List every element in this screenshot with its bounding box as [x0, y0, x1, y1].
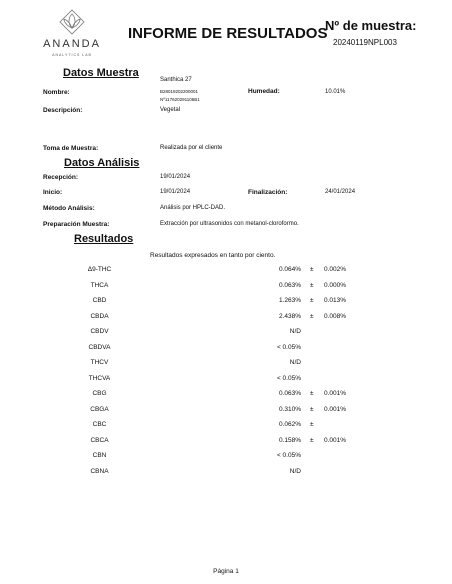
result-value: N/D: [289, 359, 301, 366]
finalizacion-value: 24/01/2024: [325, 189, 356, 195]
section-title-results: Resultados: [74, 233, 134, 245]
lotus-logo-icon: [57, 8, 87, 36]
humedad-value: 10.01%: [325, 89, 346, 95]
result-plus-minus: ±: [310, 406, 314, 413]
result-value: < 0.05%: [276, 375, 301, 382]
preparacion-label: Preparación Muestra:: [43, 221, 110, 228]
product-name: Santhica 27: [160, 77, 192, 83]
result-name: CBGA: [90, 406, 109, 413]
result-uncertainty: 0.001%: [324, 437, 347, 444]
result-plus-minus: ±: [310, 390, 314, 397]
recepcion-label: Recepción:: [43, 174, 79, 181]
inicio-value: 19/01/2024: [160, 189, 191, 195]
result-name: CBG: [92, 390, 107, 397]
result-uncertainty: 0.001%: [324, 406, 347, 413]
result-name: CBN: [92, 452, 107, 459]
result-value: 0.063%: [278, 282, 301, 289]
result-name: CBD: [92, 297, 107, 304]
logo-subtitle: ANALYTICS LAB: [52, 53, 92, 57]
preparacion-value: Extracción por ultrasonidos con metanol-cloroformo.: [160, 221, 299, 227]
report-title: INFORME DE RESULTADOS: [128, 25, 328, 42]
page-number: Página 1: [213, 568, 239, 575]
result-name: Δ9-THC: [87, 266, 112, 273]
result-name: CBNA: [90, 468, 109, 475]
nombre-label: Nombre:: [43, 89, 70, 96]
result-value: N/D: [289, 468, 301, 475]
finalizacion-label: Finalización:: [248, 189, 288, 196]
result-name: THCVA: [88, 375, 111, 382]
result-value: < 0.05%: [276, 452, 301, 459]
result-plus-minus: ±: [310, 313, 314, 320]
result-uncertainty: 0.013%: [324, 297, 347, 304]
result-name: CBCA: [90, 437, 109, 444]
result-name: CBC: [92, 421, 107, 428]
result-uncertainty: 0.000%: [324, 282, 347, 289]
result-name: CBDVA: [88, 344, 111, 351]
result-value: N/D: [289, 328, 301, 335]
result-value: 0.310%: [278, 406, 301, 413]
result-uncertainty: 0.002%: [324, 266, 347, 273]
result-value: 1.263%: [278, 297, 301, 304]
product-code-1: B28019202200001: [160, 89, 199, 94]
result-value: 0.062%: [278, 421, 301, 428]
product-code-2: Nº117620291106B1: [160, 97, 200, 102]
result-plus-minus: ±: [310, 437, 314, 444]
descripcion-label: Descripción:: [43, 107, 83, 114]
result-value: 0.064%: [278, 266, 301, 273]
result-name: THCA: [90, 282, 109, 289]
toma-muestra-value: Realizada por el cliente: [160, 145, 223, 151]
toma-muestra-label: Toma de Muestra:: [43, 145, 99, 152]
results-note: Resultados expresados en tanto por ciento.: [150, 252, 276, 259]
result-value: 2.438%: [278, 313, 301, 320]
sample-number-value: 20240119NPL003: [333, 38, 397, 47]
result-value: 0.158%: [278, 437, 301, 444]
result-plus-minus: ±: [310, 266, 314, 273]
result-uncertainty: 0.008%: [324, 313, 347, 320]
ananda-logo: [42, 8, 102, 60]
humedad-label: Humedad:: [248, 88, 280, 95]
section-title-sample: Datos Muestra: [63, 67, 139, 79]
result-value: 0.063%: [278, 390, 301, 397]
sample-number-label: Nº de muestra:: [325, 18, 417, 33]
result-uncertainty: 0.001%: [324, 390, 347, 397]
inicio-label: Inicio:: [43, 189, 63, 196]
result-name: CBDA: [90, 313, 109, 320]
result-value: < 0.05%: [276, 344, 301, 351]
result-plus-minus: ±: [310, 282, 314, 289]
metodo-value: Análisis por HPLC-DAD.: [160, 205, 226, 211]
descripcion-value: Vegetal: [160, 107, 181, 113]
result-plus-minus: ±: [310, 421, 314, 428]
section-title-analysis: Datos Análisis: [64, 157, 140, 169]
metodo-label: Método Análisis:: [43, 205, 95, 212]
result-plus-minus: ±: [310, 297, 314, 304]
result-name: CBDV: [90, 328, 109, 335]
result-name: THCV: [90, 359, 109, 366]
recepcion-value: 19/01/2024: [160, 174, 191, 180]
logo-name: ANANDA: [43, 38, 101, 50]
